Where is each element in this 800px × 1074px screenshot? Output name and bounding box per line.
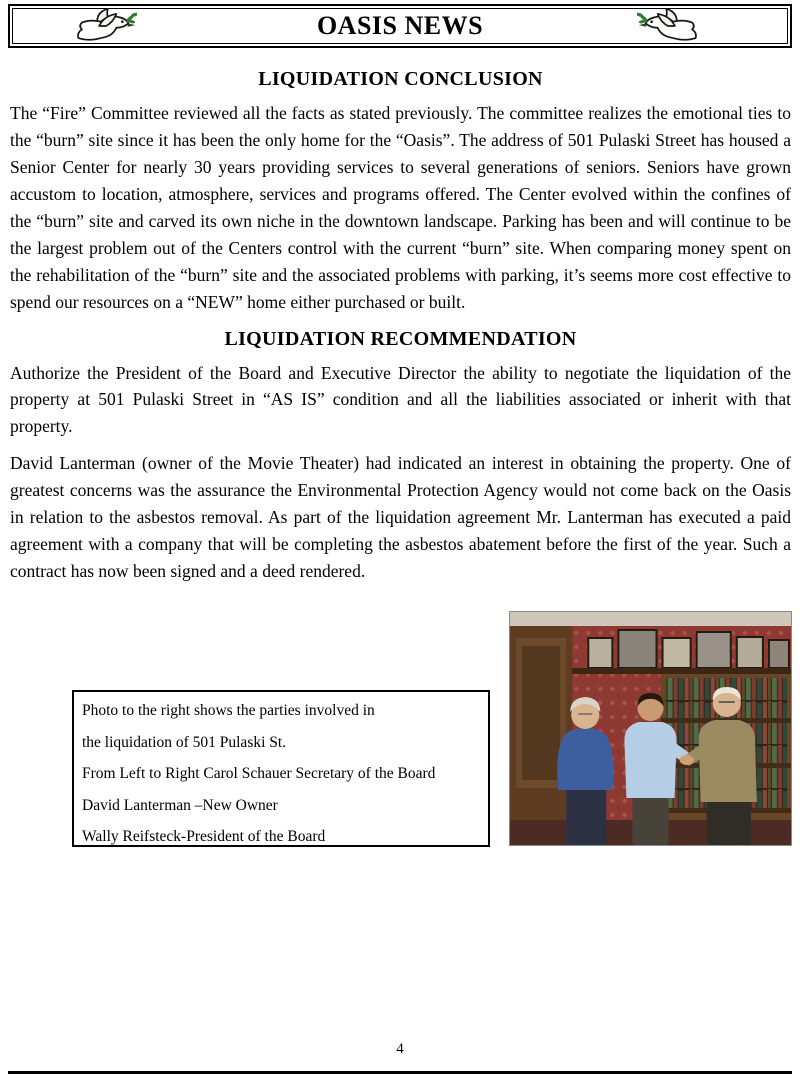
caption-line: the liquidation of 501 Pulaski St.: [82, 733, 287, 751]
newsletter-title: OASIS NEWS: [316, 11, 484, 40]
dove-olive-branch-icon: [637, 7, 699, 45]
section-heading-liquidation-conclusion: LIQUIDATION CONCLUSION: [258, 68, 543, 90]
caption-line: Wally Reifsteck-President of the Board: [82, 828, 326, 846]
caption-line: Photo to the right shows the parties involved in: [82, 702, 375, 719]
masthead-inner-border: [12, 8, 788, 44]
body-paragraph: Authorize the President of the Board and Executive Director the ability to negotiate the liquidation of the property at 501 Pulaski Street in “AS IS” condition and all the liabilities associated or inherit with that property.: [10, 362, 791, 437]
masthead: [8, 4, 792, 48]
photo-caption-box: [72, 690, 490, 847]
handshake-photo: [510, 612, 791, 845]
caption-line: David Lanterman –New Owner: [82, 796, 278, 814]
section-heading-liquidation-recommendation: LIQUIDATION RECOMMENDATION: [224, 327, 577, 350]
page-number: 4: [396, 1041, 404, 1057]
body-paragraph: The “Fire” Committee reviewed all the facts as stated previously. The committee realizes the emotional ties to the “burn” site since it has been the only home for the “Oasis”. The address of 501 Pulaski Street has housed a Senior Center for nearly 30 years providing services to several generations of seniors. Seniors have grown accustom to location, atmosphere, services and programs offered. The Center evolved within the confines of the “burn” site and carved its own niche in the downtown landscape. Parking has been and will continue to be the largest problem out of the Centers control with the current “burn” site. When comparing money spent on the rehabilitation of the “burn” site and the associated problems with parking, it’s seems more cost effective to spend our resources on a “NEW” home either purchased or built.: [10, 103, 791, 312]
dove-olive-branch-icon: [75, 7, 137, 45]
article-body: [10, 62, 791, 595]
caption-line: From Left to Right Carol Schauer Secretary of the Board: [82, 765, 436, 783]
body-paragraph: David Lanterman (owner of the Movie Theater) had indicated an interest in obtaining the property. One of greatest concerns was the assurance the Environmental Protection Agency would not come back on the Oasis in relation to the asbestos removal. As part of the liquidation agreement Mr. Lanterman has executed a paid agreement with a company that will be completing the asbestos abatement before the first of the year. Such a contract has now been signed and a deed rendered.: [10, 453, 791, 582]
